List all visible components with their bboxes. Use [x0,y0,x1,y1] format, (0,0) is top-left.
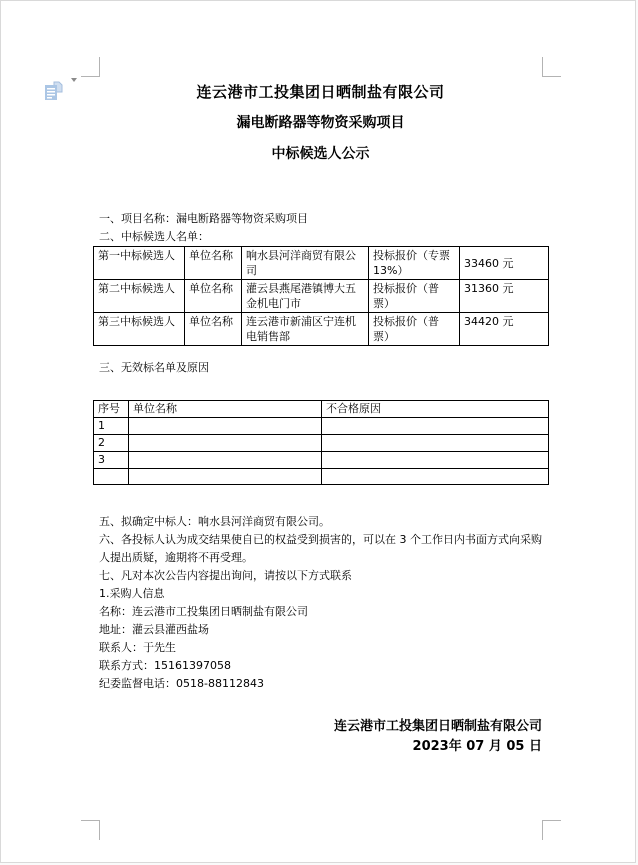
row-company [129,452,322,469]
unit-label: 单位名称 [185,280,242,313]
doc-title-type: 中标候选人公示 [271,146,370,162]
purchaser-name: 名称：连云港市工投集团日晒制盐有限公司 [99,605,308,618]
candidate-company: 灌云县燕尾港镇博大五金机电门市 [242,280,369,313]
table-row [94,469,549,485]
table-header-row [94,401,549,418]
row-reason [322,418,549,435]
row-reason [322,435,549,452]
clipboard-paste-icon [44,81,63,102]
section-5-proposed-winner: 五、拟确定中标人：响水县河洋商贸有限公司。 [99,515,330,528]
price-value: 33460 元 [460,247,549,280]
purchaser-phone: 联系方式：15161397058 [99,659,231,672]
supervision-phone: 纪委监督电话：0518-88112843 [99,677,264,690]
row-company [129,469,322,485]
candidates-table [93,246,549,346]
signature-company: 连云港市工投集团日晒制盐有限公司 [333,719,542,734]
section-6-objection-notice: 六、各投标人认为成交结果使自已的权益受到损害的，可以在 3 个工作日内书面方式向采购人提出质疑，逾期将不再受理。 [99,533,542,564]
margin-corner-top-right-icon [542,57,561,77]
document-content [99,1,542,757]
margin-corner-bottom-left-icon [81,820,100,840]
row-reason [322,452,549,469]
paste-options-button[interactable] [44,81,78,102]
candidate-rank: 第三中标候选人 [94,313,185,346]
price-label: 投标报价（普票） [369,280,460,313]
table-row [94,313,549,346]
candidate-company: 连云港市新浦区宁连机电销售部 [242,313,369,346]
purchaser-contact-person: 联系人：于先生 [99,641,176,654]
section-3-invalid-heading: 三、无效标名单及原因 [99,361,209,374]
col-header-reason: 不合格原因 [322,401,549,418]
section-7-contact-notice: 七、凡对本次公告内容提出询问，请按以下方式联系 [99,569,352,582]
margin-corner-bottom-right-icon [542,820,561,840]
chevron-down-icon [70,82,78,101]
candidate-company: 响水县河洋商贸有限公司 [242,247,369,280]
table-row [94,247,549,280]
signature-block [99,717,542,757]
unit-label: 单位名称 [185,313,242,346]
table-row [94,418,549,435]
candidate-rank: 第一中标候选人 [94,247,185,280]
row-reason [322,469,549,485]
row-company [129,418,322,435]
col-header-no: 序号 [94,401,129,418]
doc-title-project: 漏电断路器等物资采购项目 [236,115,405,131]
price-label: 投标报价（普票） [369,313,460,346]
price-label: 投标报价（专票13%） [369,247,460,280]
table-row [94,435,549,452]
row-no: 2 [94,435,129,452]
price-value: 31360 元 [460,280,549,313]
row-no: 3 [94,452,129,469]
invalid-bids-table [93,400,549,485]
doc-title-company: 连云港市工投集团日晒制盐有限公司 [196,83,445,101]
row-no: 1 [94,418,129,435]
margin-corner-top-left-icon [81,57,100,77]
purchaser-info-heading: 1.采购人信息 [99,587,165,600]
row-no [94,469,129,485]
section-1-project-name: 一、项目名称：漏电断路器等物资采购项目 [99,212,308,225]
table-row [94,452,549,469]
unit-label: 单位名称 [185,247,242,280]
purchaser-address: 地址：灌云县灌西盐场 [99,623,209,636]
section-2-candidates-heading: 二、中标候选人名单： [99,230,209,243]
price-value: 34420 元 [460,313,549,346]
table-row [94,280,549,313]
candidate-rank: 第二中标候选人 [94,280,185,313]
col-header-company: 单位名称 [129,401,322,418]
signature-date: 2023年 07 月 05 日 [412,739,542,754]
row-company [129,435,322,452]
